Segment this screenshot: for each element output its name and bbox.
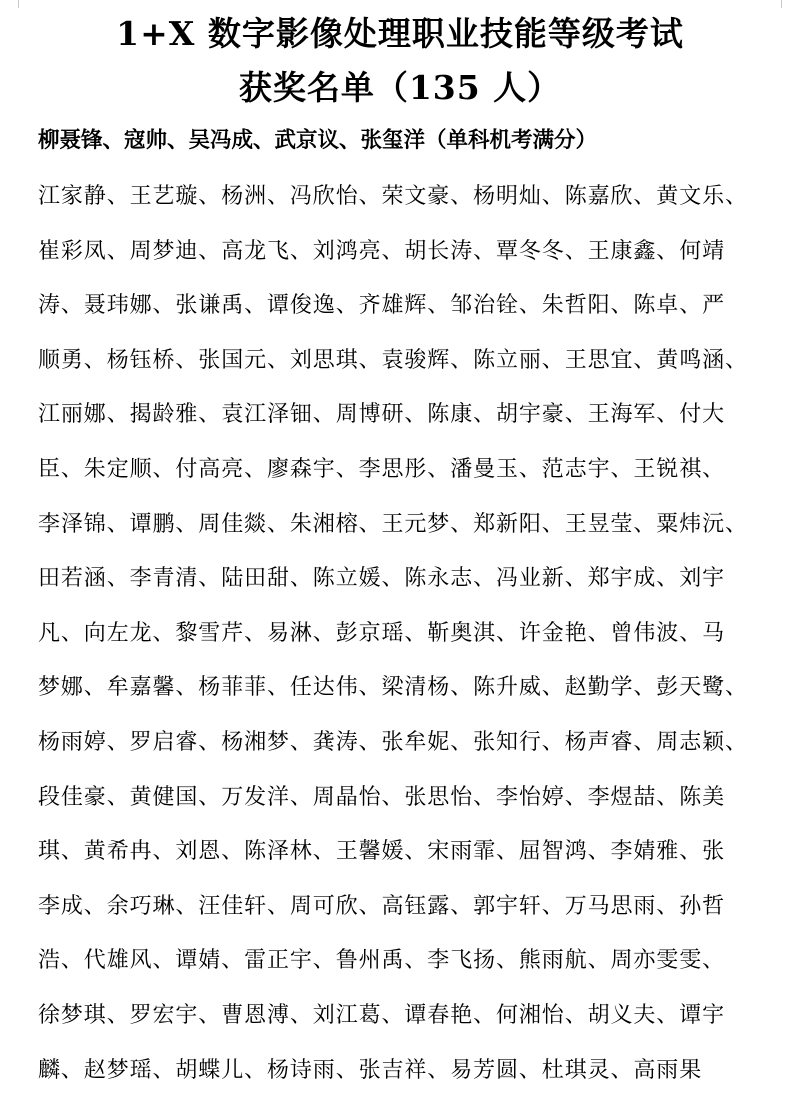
document-title: 1+X 数字影像处理职业技能等级考试 [116, 14, 684, 53]
winner-name-list [38, 177, 768, 1105]
name-line: 江家静、王艺璇、杨洲、冯欣怡、荣文豪、杨明灿、陈嘉欣、黄文乐、 [38, 184, 748, 209]
name-line: 段佳豪、黄健国、万发洋、周晶怡、张思怡、李怡婷、李煜喆、陈美 [38, 784, 726, 810]
name-line: 涛、聂玮娜、张谦禹、谭俊逸、齐雄辉、邹治铨、朱哲阳、陈卓、严 [38, 293, 726, 319]
name-line: 凡、向左龙、黎雪芹、易淋、彭京瑶、靳奥淇、许金艳、曾伟波、马 [38, 620, 726, 646]
crop-mark-right [781, 0, 782, 8]
name-line: 徐梦琪、罗宏宇、曹恩溥、刘江葛、谭春艳、何湘怡、胡义夫、谭宇 [38, 1002, 726, 1028]
name-line: 李泽锦、谭鹏、周佳燚、朱湘榕、王元梦、郑新阳、王昱莹、粟炜沅、 [38, 511, 748, 537]
document-subtitle: 获奖名单（135 人） [238, 68, 562, 107]
name-line: 田若涵、李青清、陆田甜、陈立媛、陈永志、冯业新、郑宇成、刘宇 [38, 566, 726, 592]
name-line: 江丽娜、揭龄雅、袁江泽钿、周博研、陈康、胡宇豪、王海军、付大 [38, 402, 726, 428]
name-line: 杨雨婷、罗启睿、杨湘梦、龚涛、张牟妮、张知行、杨声睿、周志颖、 [38, 729, 748, 755]
name-line: 崔彩凤、周梦迪、高龙飞、刘鸿亮、胡长涛、覃冬冬、王康鑫、何靖 [38, 238, 726, 264]
name-line: 臣、朱定顺、付高亮、廖森宇、李思彤、潘曼玉、范志宇、王锐祺、 [38, 456, 726, 482]
name-line: 梦娜、牟嘉馨、杨菲菲、任达伟、梁清杨、陈升威、赵勤学、彭天鹭、 [38, 675, 748, 701]
name-line: 琪、黄希冉、刘恩、陈泽林、王馨媛、宋雨霏、屈智鸿、李婧雅、张 [38, 839, 726, 865]
crop-mark-left [18, 0, 19, 8]
name-line: 李成、余巧琳、汪佳轩、周可欣、高钰露、郭宇轩、万马思雨、孙哲 [38, 893, 726, 919]
name-line: 浩、代雄风、谭婧、雷正宇、鲁州禹、李飞扬、熊雨航、周亦雯雯、 [38, 948, 726, 974]
name-line: 麟、赵梦瑶、胡蝶儿、杨诗雨、张吉祥、易芳圆、杜琪灵、高雨果 [38, 1057, 703, 1083]
perfect-score-winners: 柳聂锋、寇帅、吴冯成、武京议、张玺洋（单科机考满分） [38, 128, 598, 153]
name-line: 顺勇、杨钰桥、张国元、刘思琪、袁骏辉、陈立丽、王思宜、黄鸣涵、 [38, 347, 748, 373]
